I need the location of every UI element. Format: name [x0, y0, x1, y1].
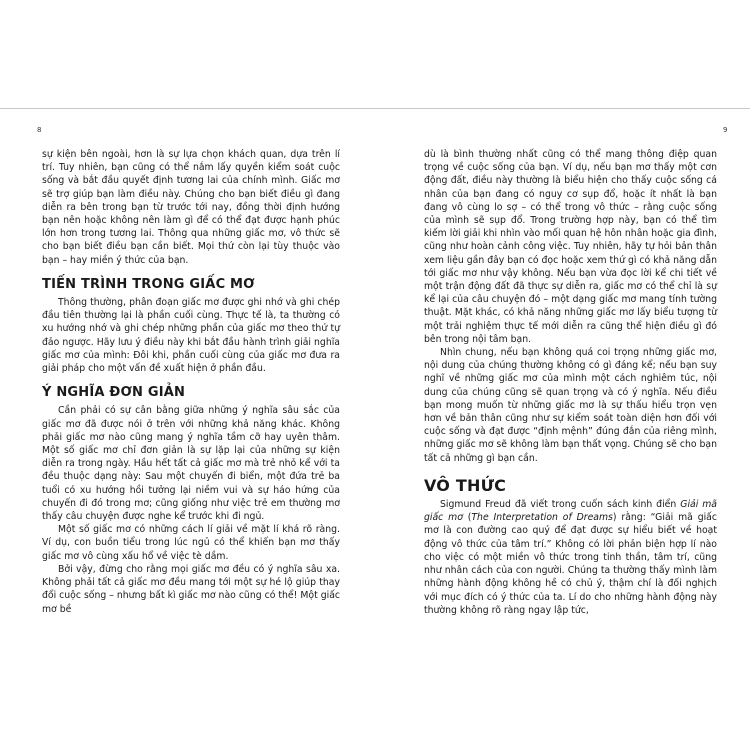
page-number-left: 8 [37, 126, 42, 134]
paragraph-freud [424, 498, 717, 617]
text-span: ) rằng: “Giải mã giấc mơ là con đường cao quý để đạt được sự hiểu biết về hoạt động vô thức của tâm trí.” Không có lời phản biện hợp lí nào cho việc có một miền vô thức trong tinh thần, tâm trí, cũng như nhân cách của con người. Chúng ta thường thấy mình làm những hành động không hề có chủ ý, thậm chí là đối nghịch với mục đích có ý thức của ta. Lí do cho những hành động này thường không rõ ràng ngay lập tức, [424, 512, 717, 616]
right-page-column [424, 148, 717, 617]
top-divider [0, 108, 750, 109]
book-title-vi: Giải mã giấc mơ [424, 499, 718, 524]
section-heading-dream-progress: TIẾN TRÌNH TRONG GIẤC MƠ [42, 276, 255, 292]
section-heading-simple-meaning: Ý NGHĨA ĐƠN GIẢN [42, 385, 186, 401]
paragraph: Nhìn chung, nếu bạn không quá coi trọng những giấc mơ, nội dung của chúng thường không có gì đáng kể; nếu bạn suy nghĩ về những giấc mơ của mình một cách nghiêm túc, nội dung của chúng cũng sẽ quan trọng và có ý nghĩa. Nếu điều bạn mong muốn từ những giấc mơ là sự thấu hiểu trọn vẹn hơn về bản thân cũng như sự kiểm soát toàn diện hơn đối với cuộc sống và đạt được “định mệnh” đúng đắn của riêng mình, những giấc mơ sẽ không làm bạn thất vọng. Chúng sẽ cho bạn tất cả những gì bạn cần. [424, 347, 717, 464]
section-heading-unconscious: VÔ THỨC [424, 475, 507, 495]
book-title-en: The Interpretation of Dreams [471, 512, 613, 524]
left-page-column [42, 148, 340, 616]
page-number-right: 9 [723, 126, 728, 134]
paragraph: Cần phải có sự cân bằng giữa những ý nghĩa sâu sắc của giấc mơ đã được nói ở trên với những khả năng khác. Không phải giấc mơ nào cũng mang ý nghĩa tầm cỡ hay uyên thâm. Một số giấc mơ chỉ đơn giản là sự lặp lại của những sự kiện diễn ra trong ngày. Hầu hết tất cả giấc mơ mà trẻ nhỏ kể với ta đều thuộc dạng này: Sau một chuyến đi biển, một đứa trẻ ba tuổi có xu hướng hồi tưởng lại niềm vui và sự háo hứng của chuyến đi đó trong mơ; cũng giống như việc trẻ em thường mơ thấy câu chuyện được nghe kể trước khi đi ngủ. [42, 405, 340, 523]
paragraph: Thông thường, phân đoạn giấc mơ được ghi nhớ và ghi chép đầu tiên thường lại là phần cuối cùng. Thực tế là, ta thường có xu hướng nhớ và ghi chép những phần của giấc mơ theo thứ tự đảo ngược. Hãy lưu ý điều này khi bắt đầu hành trình giải nghĩa giấc mơ của mình: Đôi khi, phần cuối cùng của giấc mơ đưa ra giải pháp cho một vấn đề xuất hiện ở phần đầu. [42, 297, 340, 375]
text-span: Sigmund Freud đã viết trong cuốn sách kinh điển [440, 499, 681, 511]
paragraph: Bởi vậy, đừng cho rằng mọi giấc mơ đều có ý nghĩa sâu xa. Không phải tất cả giấc mơ đều mang tới một sự hé lộ giúp thay đổi cuộc sống – nhưng bất kì giấc mơ nào cũng có thể! Một giấc mơ bề [42, 563, 340, 615]
paragraph-continued: sự kiện bên ngoài, hơn là sự lựa chọn khách quan, dựa trên lí trí. Tuy nhiên, bạn cũng có thể nắm lấy quyền kiểm soát cuộc sống và bắt đầu quyết định tương lai của chính mình. Giấc mơ sẽ trợ giúp bạn làm điều này. Chúng cho bạn biết điều gì đang diễn ra bên trong bạn từ trước tới nay, đồng thời định hướng bạn nên hoặc không nên làm gì để có thể đạt được hạnh phúc lớn hơn trong tương lai. Thông qua những giấc mơ, vô thức sẽ cho bạn biết điều bạn cần biết. Mọi thứ còn lại tùy thuộc vào bạn – hay miền ý thức của bạn. [42, 149, 340, 266]
paragraph: Một số giấc mơ có những cách lí giải về mặt lí khá rõ ràng. Ví dụ, con buồn tiểu trong lúc ngủ có thể khiến bạn mơ thấy giấc mơ vô cùng xấu hổ về việc tè dầm. [42, 524, 340, 562]
text-span: ( [462, 512, 472, 524]
paragraph-continued: dù là bình thường nhất cũng có thể mang thông điệp quan trọng về cuộc sống của bạn. Ví dụ, nếu bạn mơ thấy một cơn động đất, điều này thường là biểu hiện cho thấy cuộc sống cá nhân của bạn đang có nguy cơ sụp đổ, hoặc ít nhất là bạn đang vô cùng lo sợ – có thể trong vô thức – rằng cuộc sống của mình sẽ sụp đổ. Trong trường hợp này, bạn có thể tìm kiếm lời giải khi nhìn vào mối quan hệ hôn nhân hoặc gia đình, cũng như hoàn cảnh công việc. Tuy nhiên, hãy tự hỏi bản thân xem liệu gần đây bạn có đọc hoặc xem thứ gì có khả năng dẫn tới giấc mơ như vậy không. Nếu bạn vừa đọc lời kể chi tiết về một trận động đất đã thực sự diễn ra, giấc mơ có thể chỉ là sự kể lại của câu chuyện đó – một dạng giấc mơ mang tính tường thuật. Mặt khác, có khả năng những giấc mơ lấy biểu tượng từ một trải nghiệm thực tế mới diễn ra cũng thể hiện điều gì đó bên trong nội tâm bạn. [424, 149, 717, 345]
